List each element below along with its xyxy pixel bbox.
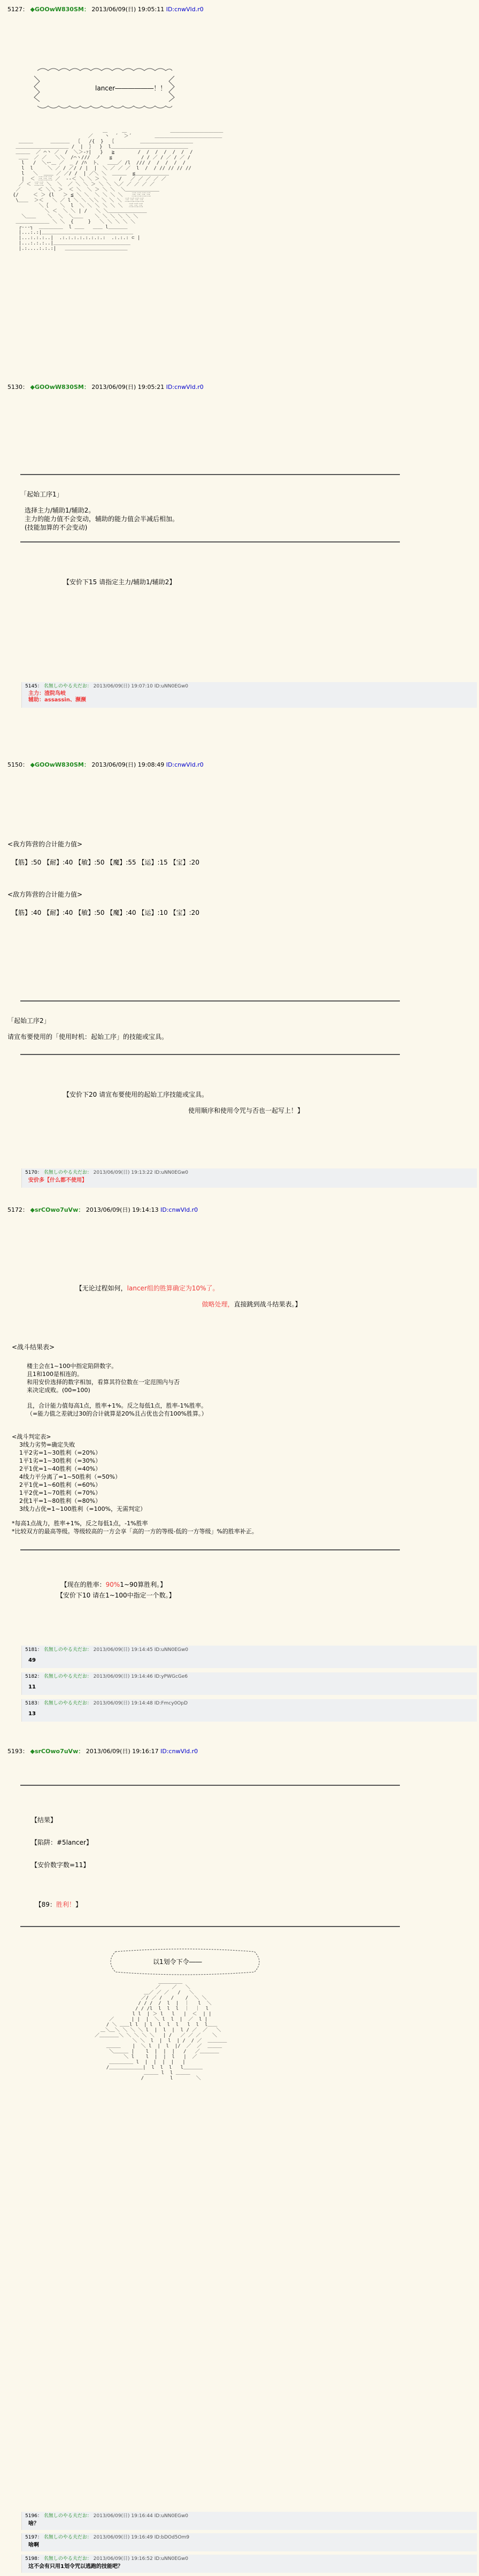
- post-header: [7, 383, 473, 392]
- text-segment-highlight: 做略处理，: [202, 1301, 234, 1308]
- text-segment: 1~90算胜利。】: [120, 1581, 167, 1588]
- reply-id: ID:uNN0EGw0: [154, 2513, 188, 2519]
- reply-author: 名無しのやる夫だお：: [43, 1647, 92, 1653]
- reply-author: 名無しのやる夫だお：: [43, 1701, 92, 1706]
- post-header: [7, 1206, 473, 1214]
- reply-5183: [21, 1699, 477, 1722]
- text-line: 和用安价选择的数字相加，看算其符位数在一定范围内与否: [27, 1379, 180, 1386]
- post-date: 2013/06/09(日) 19:14:13: [86, 1206, 159, 1213]
- text-line: 1平2优=1~70胜利（=70%）: [19, 1489, 102, 1496]
- reply-author: 名無しのやる夫だお：: [43, 1674, 92, 1679]
- text-line: [31, 1892, 82, 1909]
- post-author: ◆srCOwo7uVw：: [30, 1206, 84, 1213]
- divider: [20, 1926, 400, 1927]
- post-5130: [7, 383, 473, 392]
- text-line: 【安价下20 请宣布要使用的起始工序技能或宝具。: [63, 1091, 208, 1098]
- reply-number[interactable]: 5145：: [25, 684, 42, 689]
- text-line: 【安价下10 请在1~100中指定一个数。】: [57, 1592, 175, 1599]
- reply-body: 这不会有只用1划令咒以逃跑的技能吧？: [28, 2564, 123, 2570]
- text-line: 使用顺序和使用令咒与否也一起写上！】: [188, 1107, 304, 1114]
- reply-id: ID:yPWGcGe6: [154, 1674, 188, 1679]
- text-line: 主力的能力值不会变动，辅助的能力值会半减后相加。: [25, 515, 179, 523]
- text-line: 【安价数字数=11】: [31, 1861, 90, 1869]
- reply-body: 主力：渣院鸟岐: [28, 691, 66, 697]
- reply-body: 啥啊: [28, 2542, 39, 2548]
- reply-id: ID:bDOd5Om9: [154, 2535, 190, 2540]
- divider: [20, 1785, 400, 1786]
- text-line: 1平1劣=1~30胜利（=30%）: [19, 1457, 102, 1464]
- post-header: [7, 5, 473, 14]
- text-line: <我方阵营的合计能力值>: [7, 840, 83, 848]
- text-line: 2平1优=1~60胜利（=60%）: [19, 1481, 102, 1488]
- post-5127: [7, 5, 473, 14]
- text-line: （=能力值之差就过30的合计就算是20%且占优也会有100%胜算。）: [27, 1410, 207, 1417]
- reply-5145: [21, 682, 477, 708]
- reply-number[interactable]: 5197：: [25, 2535, 42, 2540]
- text-line: *比较双方的最高等级。等级较高的一方会享「高的一方的等级-低的一方等级」%的胜率补正。: [12, 1528, 258, 1535]
- reply-5182: [21, 1672, 477, 1695]
- reply-date: 2013/06/09(日) 19:16:49: [93, 2535, 153, 2540]
- reply-date: 2013/06/09(日) 19:14:48: [93, 1701, 153, 1706]
- text-segment-highlight: 90%: [105, 1581, 120, 1588]
- text-line: 「起始工序2」: [7, 1017, 50, 1025]
- reply-number[interactable]: 5181：: [25, 1647, 42, 1653]
- text-line: 「起始工序1」: [20, 491, 63, 498]
- reply-id: ID:uNN0EGw0: [154, 1647, 188, 1653]
- reply-body: 49: [28, 1657, 36, 1663]
- text-line: 3线力占优=1~100胜利（=100%，无需判定）: [19, 1505, 146, 1512]
- reply-body: 辅助：assassin、濒濒: [28, 697, 86, 703]
- post-number[interactable]: 5172：: [7, 1206, 28, 1213]
- text-segment: 【无论过程如何，: [75, 1285, 127, 1292]
- reply-number[interactable]: 5196：: [25, 2513, 42, 2519]
- text-line: (技能加算的不会变动): [25, 524, 88, 531]
- speech-bubble: [105, 1947, 265, 1976]
- reply-author: 名無しのやる夫だお：: [43, 2535, 92, 2540]
- reply-5170: [21, 1168, 477, 1188]
- text-line: *每高1点战力，胜率+1%，反之每低1点，-1%胜率: [12, 1520, 148, 1527]
- text-line: 2优1平=1~80胜利（=80%）: [19, 1497, 102, 1504]
- text-line: 【筋】:40 【耐】:40 【敏】:50 【魔】:40 【运】:10 【宝】:20: [12, 909, 199, 916]
- reply-body: 安价多【什么都不使用】: [28, 1178, 87, 1183]
- text-line: 【筋】:50 【耐】:40 【敏】:50 【魔】:55 【运】:15 【宝】:20: [12, 859, 199, 866]
- text-line: 【陷阱：#5lancer】: [31, 1839, 92, 1846]
- reply-header: [25, 2534, 474, 2541]
- post-5193: [7, 1747, 473, 1756]
- post-header: [7, 761, 473, 769]
- text-segment-highlight: lancer组的胜算确定为10%了。: [127, 1285, 219, 1292]
- reply-date: 2013/06/09(日) 19:14:45: [93, 1647, 153, 1653]
- text-line: 楼主会在1~100中指定陷阱数字。: [27, 1363, 118, 1370]
- reply-number[interactable]: 5170：: [25, 1170, 42, 1175]
- post-id[interactable]: ID:cnwVld.r0: [160, 1748, 198, 1755]
- reply-header: [25, 1169, 474, 1176]
- post-number[interactable]: 5193：: [7, 1748, 28, 1755]
- text-line: 来决定成败。(00=100): [27, 1387, 90, 1394]
- reply-body: 11: [28, 1684, 36, 1690]
- reply-5198: [21, 2555, 477, 2573]
- reply-body: 啥？: [28, 2521, 39, 2527]
- reply-date: 2013/06/09(日) 19:16:44: [93, 2513, 153, 2519]
- reply-header: [25, 2556, 474, 2562]
- post-author: ◆srCOwo7uVw：: [30, 1748, 84, 1755]
- ascii-art-lancer: ＿ ＿ ＿＿＿＿＿＿＿＿＿＿＿ ／ 丶 ´ ＞´ ＿＿＿＿＿＿＿＿＿＿＿＿＿＿ ＿＿＿ ＿＿＿＿ ｛ /{ } ｛ ＿＿＿＿＿＿＿＿＿＿＿ ＿＿＿＿＿＿＿＿＿＿＿ / | ｝ } l＿＿＿＿＿＿＿＿＿＿＿＿＿＿＿＿ ＿＿＿ ／ ⌒丶 ／ / ＼＞‐ｧ| } ≧ / / / / / / / ＿＿ ／ ／ ＼＼ /⌒ヽ/// ノ ≦ / / ／ / ／ / ／ / l / ＼ー＿ ／ _ / /ﾊ ト、 ＿＿／ /l /// / / / / / l l ＼ ／ / ／/ / | | ＼ ／ ／ ／ l / / // // // // l ＼ ＿＿ ／ ／/ / | ／＼ ＼ ＿＿＿ ≦＿＿＿＿＿＿＿ | ＜ 三三三 ／ ‐‐＜ ＼ ＼ ＞ ＼ / ／ ／ ／ ／ ／ ／ ＜ 三三 ＼ ＼ ／ ＼ ＼ ＞ ＼ ＼ ＼／ ／ ／ ／ ／ ／ ＜ ＼＼ ＞ ＜ ＼ ＼ ＞ ＼ ＼ ＼＿＿＿＿＿＿＿ {/ ＜ ＞ {l ＞ ≦ ＼ ＼ ＼ ＼ ＼ ＼ 三三三三 \＿＿ ＞＜ ＼ ／ l ＼ ＼ ＼＼ ＼ ＼ ＼ 三三三三 ＼｛ ＼ l ＼ ＼ ＼ ＼ ＼ ＼ 三三三 ＼ ＜ ＼ ＼ | / ＼ ＼＿＿＿＿＿＿＿＿ ＼＿＿ ＼ ＼ ＼＿＿ ＼ ＼ ＼ ＼ ＼ ＼ ＿＿＿＿＿＿＿ ＼ ＼ { } ＼ ＼ ＼ ＼ ＼ ┌‐‐‐┐ ＿＿＿＿＿ l ＿＿ ＿＿ l＿＿＿＿ |...:.:|＿＿＿＿＿＿＿＿＿＿＿＿＿＿＿＿＿＿＿ |...:.:.:..| .:.:.:.:.:.:.:.: .:.:.: ⊂ | |...:.:.:..|＿＿＿＿＿＿＿＿＿＿＿＿＿＿＿＿ |.:....:.:.:| ＿＿＿＿＿＿＿＿＿＿＿＿＿: [13, 128, 223, 251]
- reply-date: 2013/06/09(日) 19:14:46: [93, 1674, 153, 1679]
- text-segment-highlight: 胜利！: [56, 1901, 75, 1908]
- reply-header: [25, 1647, 474, 1653]
- divider: [20, 1000, 400, 1002]
- post-author: ◆GOOwW830SM：: [30, 384, 90, 391]
- text-line: 3线力劣势=确定失败: [19, 1441, 75, 1448]
- post-number[interactable]: 5130：: [7, 384, 28, 391]
- speech-bubble: [32, 65, 176, 111]
- reply-header: [25, 1700, 474, 1707]
- bubble-text: lancer――――――！！: [95, 85, 167, 92]
- text-line: [198, 1291, 302, 1309]
- text-line: 选择主力/辅助1/辅助2。: [25, 507, 95, 514]
- post-id[interactable]: ID:cnwVld.r0: [166, 384, 204, 391]
- reply-number[interactable]: 5198：: [25, 2556, 42, 2562]
- post-id[interactable]: ID:cnwVld.r0: [160, 1206, 198, 1213]
- reply-header: [25, 2513, 474, 2519]
- text-segment: 】: [75, 1901, 82, 1908]
- post-header: [7, 1747, 473, 1756]
- reply-id: ID:uNN0EGw0: [154, 684, 188, 689]
- reply-date: 2013/06/09(日) 19:13:22: [93, 1170, 153, 1175]
- text-line: 且，合计能力值每高1点，胜率+1%。反之每低1点，胜率-1%胜率。: [27, 1402, 207, 1409]
- text-line: <战斗判定表>: [12, 1433, 51, 1440]
- post-author: ◆GOOwW830SM：: [30, 6, 90, 13]
- text-line: 1平2劣=1~30胜利（=20%）: [19, 1449, 102, 1456]
- reply-number[interactable]: 5183：: [25, 1701, 42, 1706]
- post-number[interactable]: 5150：: [7, 761, 28, 768]
- text-segment: 【89：: [35, 1901, 56, 1908]
- reply-author: 名無しのやる夫だお：: [43, 1170, 92, 1175]
- text-line: 请宣布要使用的「使用时机：起始工序」的技能或宝具。: [7, 1033, 168, 1041]
- post-id[interactable]: ID:cnwVld.r0: [166, 6, 204, 13]
- reply-header: [25, 683, 474, 690]
- post-number[interactable]: 5127：: [7, 6, 28, 13]
- reply-id: ID:Fmcy0OpD: [154, 1701, 188, 1706]
- divider: [20, 541, 400, 542]
- ascii-art-character: ＿＿＿＿＿ ／ ／ ＼ ＿／ ／ ／ / ＼ ／/ ／ / / / ＼ ＼ / / / / l | ｜ l ＼ / / /l l l l ｜ ｜ l l l | ＞ l l | ＜ | | ／ | | | ＼ l l | ／ l | / ＼ ＿＿l l | l l l l l l l＿＿ ＿＼＿＼ ＼ ＼ ＼ l | l | l / ／ ／ ＼ ／＿＿＿＿＼ ＼ ＼ ＼ ＼ | / ／ ／ ／ ＼ ＼ ＼ l | l | / / ／ ＿＿＿＿ ＿＿＿ | ＼ l | l |/ ／ ／ ＿＿＿ ＼＿＿＿ | l | | | / ／＿＿＿＿ ＼ l l | | l | ／ ＿＿＿＿＿ l | | | | | /＿＿＿＿＿＿＿| l l l l＿＿＿＿ ＿＿＿ l l ＿＿＿ / l ＼: [95, 1979, 227, 2081]
- post-author: ◆GOOwW830SM：: [30, 761, 90, 768]
- text-line: 【安价下15 请指定主力/辅助1/辅助2】: [63, 578, 176, 586]
- reply-header: [25, 1673, 474, 1680]
- divider: [20, 1549, 400, 1550]
- post-5150: [7, 761, 473, 769]
- divider: [20, 474, 400, 475]
- reply-date: 2013/06/09(日) 19:07:10: [93, 684, 153, 689]
- text-line: [57, 1572, 166, 1589]
- bubble-text: 以1划令下令――: [153, 1958, 202, 1966]
- text-segment: 直接跳到战斗结果表。】: [234, 1301, 302, 1308]
- reply-author: 名無しのやる夫だお：: [43, 2513, 92, 2519]
- reply-author: 名無しのやる夫だお：: [43, 684, 92, 689]
- text-line: <战斗结果表>: [12, 1343, 55, 1351]
- reply-id: ID:uNN0EGw0: [154, 1170, 188, 1175]
- text-line: 2平1优=1~40胜利（=40%）: [19, 1465, 102, 1472]
- divider: [20, 1054, 400, 1055]
- post-date: 2013/06/09(日) 19:05:11: [91, 6, 165, 13]
- text-line: [72, 1275, 219, 1293]
- reply-author: 名無しのやる夫だお：: [43, 2556, 92, 2562]
- post-id[interactable]: ID:cnwVld.r0: [166, 761, 204, 768]
- reply-date: 2013/06/09(日) 19:16:52: [93, 2556, 153, 2562]
- reply-5196: [21, 2512, 477, 2530]
- reply-5197: [21, 2533, 477, 2551]
- text-line: 4线力平分离了=1~50胜利（=50%）: [19, 1473, 121, 1480]
- reply-body: 13: [28, 1711, 36, 1717]
- reply-id: ID:uNN0EGw0: [154, 2556, 188, 2562]
- text-line: 且1和100是相连的。: [27, 1371, 83, 1378]
- text-line: 【结果】: [31, 1816, 57, 1824]
- text-segment: 【现在的胜率：: [60, 1581, 106, 1588]
- reply-5181: [21, 1646, 477, 1668]
- post-5172: [7, 1206, 473, 1214]
- reply-number[interactable]: 5182：: [25, 1674, 42, 1679]
- post-date: 2013/06/09(日) 19:16:17: [86, 1748, 159, 1755]
- post-date: 2013/06/09(日) 19:08:49: [91, 761, 165, 768]
- text-line: <敌方阵营的合计能力值>: [7, 891, 83, 898]
- post-date: 2013/06/09(日) 19:05:21: [91, 384, 165, 391]
